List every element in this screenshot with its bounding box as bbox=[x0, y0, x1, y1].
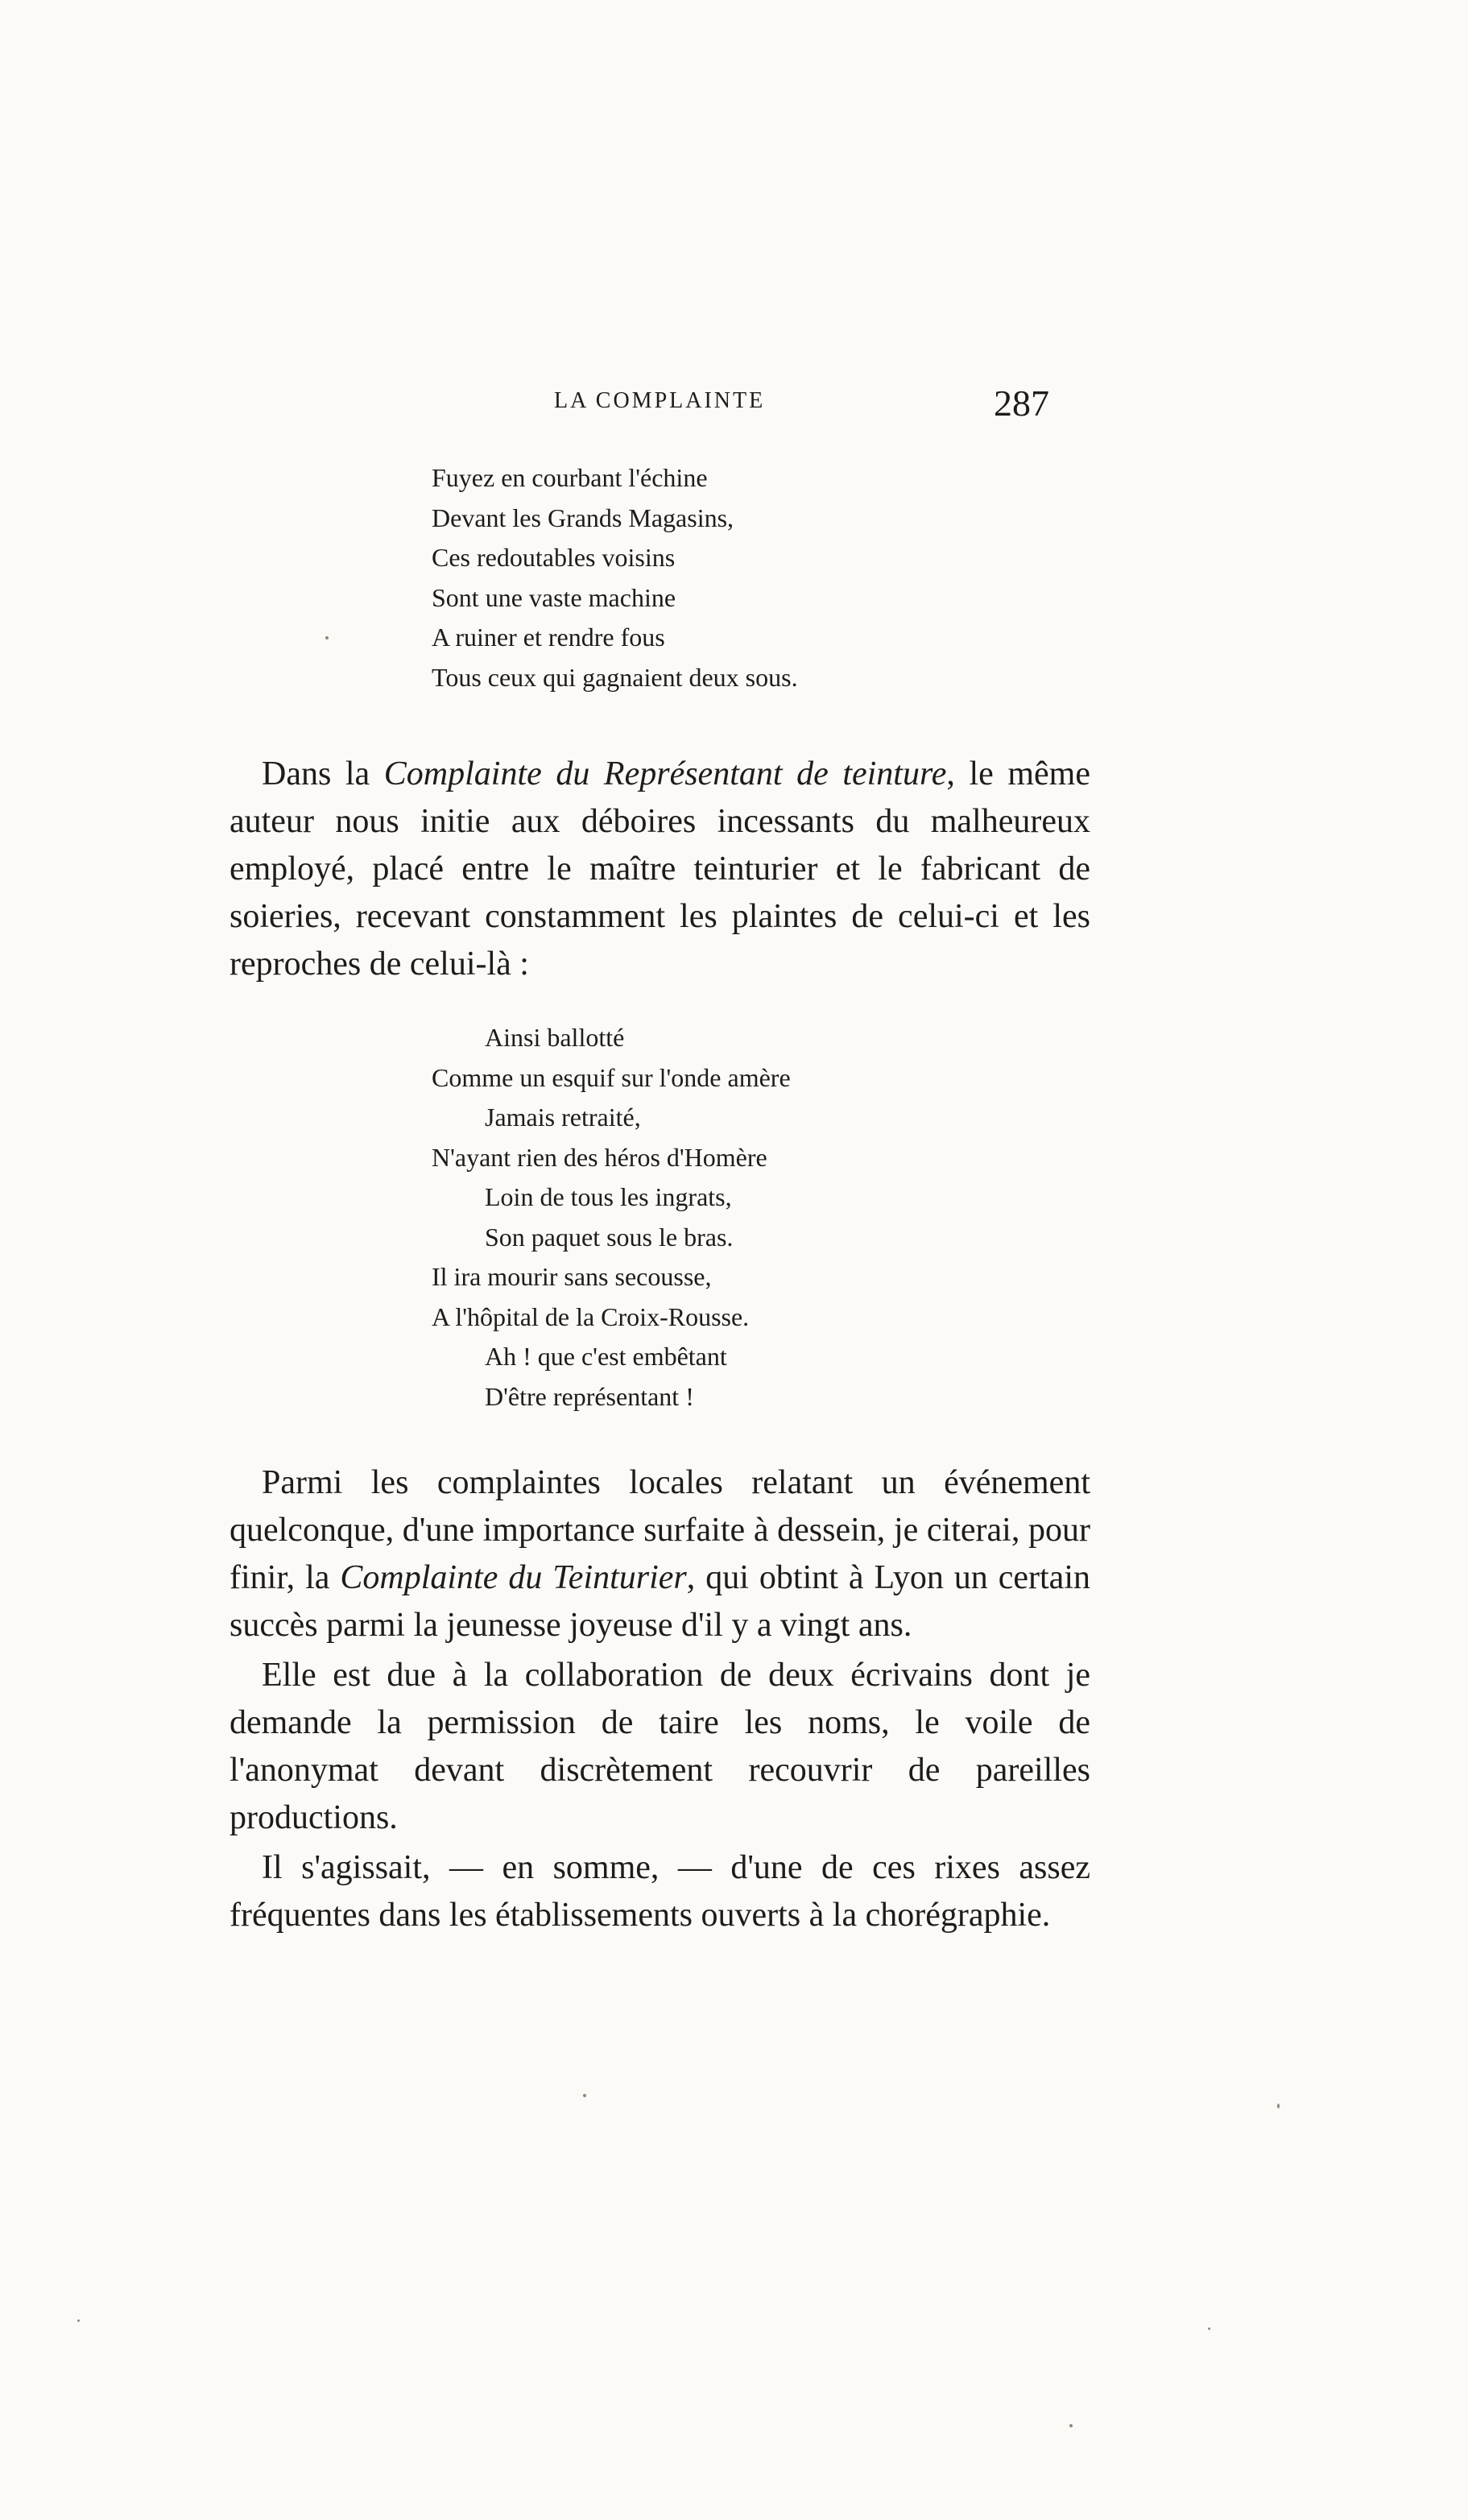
verse-line: Sont une vaste machine bbox=[432, 582, 676, 612]
verse-line: Loin de tous les ingrats, bbox=[485, 1182, 732, 1211]
paragraph-text: , le même auteur nous initie aux déboires incessants du malheureux employé, placé entre le maître teinturier et le fabricant de soieries, recevant constamment les plaintes de celui-ci et les reproches de celui-là : bbox=[230, 755, 1090, 983]
paragraph: Elle est due à la collaboration de deux écrivains dont je demande la permission de taire les noms, le voile de l'anonymat devant discrètement recouvrir de pareilles productions. bbox=[230, 1657, 1090, 1836]
verse-line: N'ayant rien des héros d'Homère bbox=[432, 1142, 767, 1172]
verse-line: Il ira mourir sans secousse, bbox=[432, 1262, 712, 1291]
verse-line: Comme un esquif sur l'onde amère bbox=[432, 1062, 791, 1092]
work-title: Complainte du Teinturier bbox=[340, 1559, 687, 1596]
verse-line: Ainsi ballotté bbox=[485, 1023, 625, 1052]
paragraph bbox=[230, 1459, 1090, 1649]
scan-speck bbox=[1277, 2104, 1280, 2108]
scan-speck bbox=[77, 2319, 80, 2322]
work-title: Complainte du Représentant de teinture bbox=[383, 755, 947, 792]
paragraphs-teinturier bbox=[230, 1459, 1090, 1939]
scan-speck bbox=[1069, 2424, 1073, 2427]
verse-line: A ruiner et rendre fous bbox=[432, 623, 665, 652]
verse-line: Ces redoutables voisins bbox=[432, 543, 676, 572]
verse-line: Fuyez en courbant l'échine bbox=[432, 463, 708, 492]
paragraph-text: Parmi les complaintes locales relatant un événement quelconque, d'une importance surfaite à dessein, je citerai, pour finir, la bbox=[230, 1464, 1090, 1596]
paragraph-text: , qui obtint à Lyon un certain succès parmi la jeunesse joyeuse d'il y a vingt ans. bbox=[230, 1559, 1090, 1644]
verse-line: Jamais retraité, bbox=[485, 1103, 641, 1132]
paragraph: Il s'agissait, — en somme, — d'une de ces rixes assez fréquentes dans les établissements ouverts à la chorégraphie. bbox=[230, 1849, 1090, 1934]
scan-speck bbox=[325, 636, 329, 639]
verse-line: Ah ! que c'est embêtant bbox=[485, 1342, 727, 1371]
verse-line: Devant les Grands Magasins, bbox=[432, 503, 734, 532]
scan-speck bbox=[1208, 2328, 1210, 2330]
scan-speck bbox=[583, 2094, 586, 2097]
paragraph bbox=[230, 751, 1090, 988]
paragraph-representant bbox=[230, 751, 1090, 988]
paragraph-text: Dans la bbox=[262, 755, 384, 792]
verse-line: D'être représentant ! bbox=[485, 1381, 694, 1411]
running-title: LA COMPLAINTE bbox=[554, 388, 766, 413]
page-number: 287 bbox=[994, 383, 1049, 424]
verse-stanza-grands-magasins bbox=[432, 458, 798, 697]
verse-line: Son paquet sous le bras. bbox=[485, 1222, 734, 1252]
verse-stanza-representant bbox=[432, 1018, 791, 1417]
verse-line: Tous ceux qui gagnaient deux sous. bbox=[432, 662, 798, 692]
verse-line: A l'hôpital de la Croix-Rousse. bbox=[432, 1301, 750, 1331]
